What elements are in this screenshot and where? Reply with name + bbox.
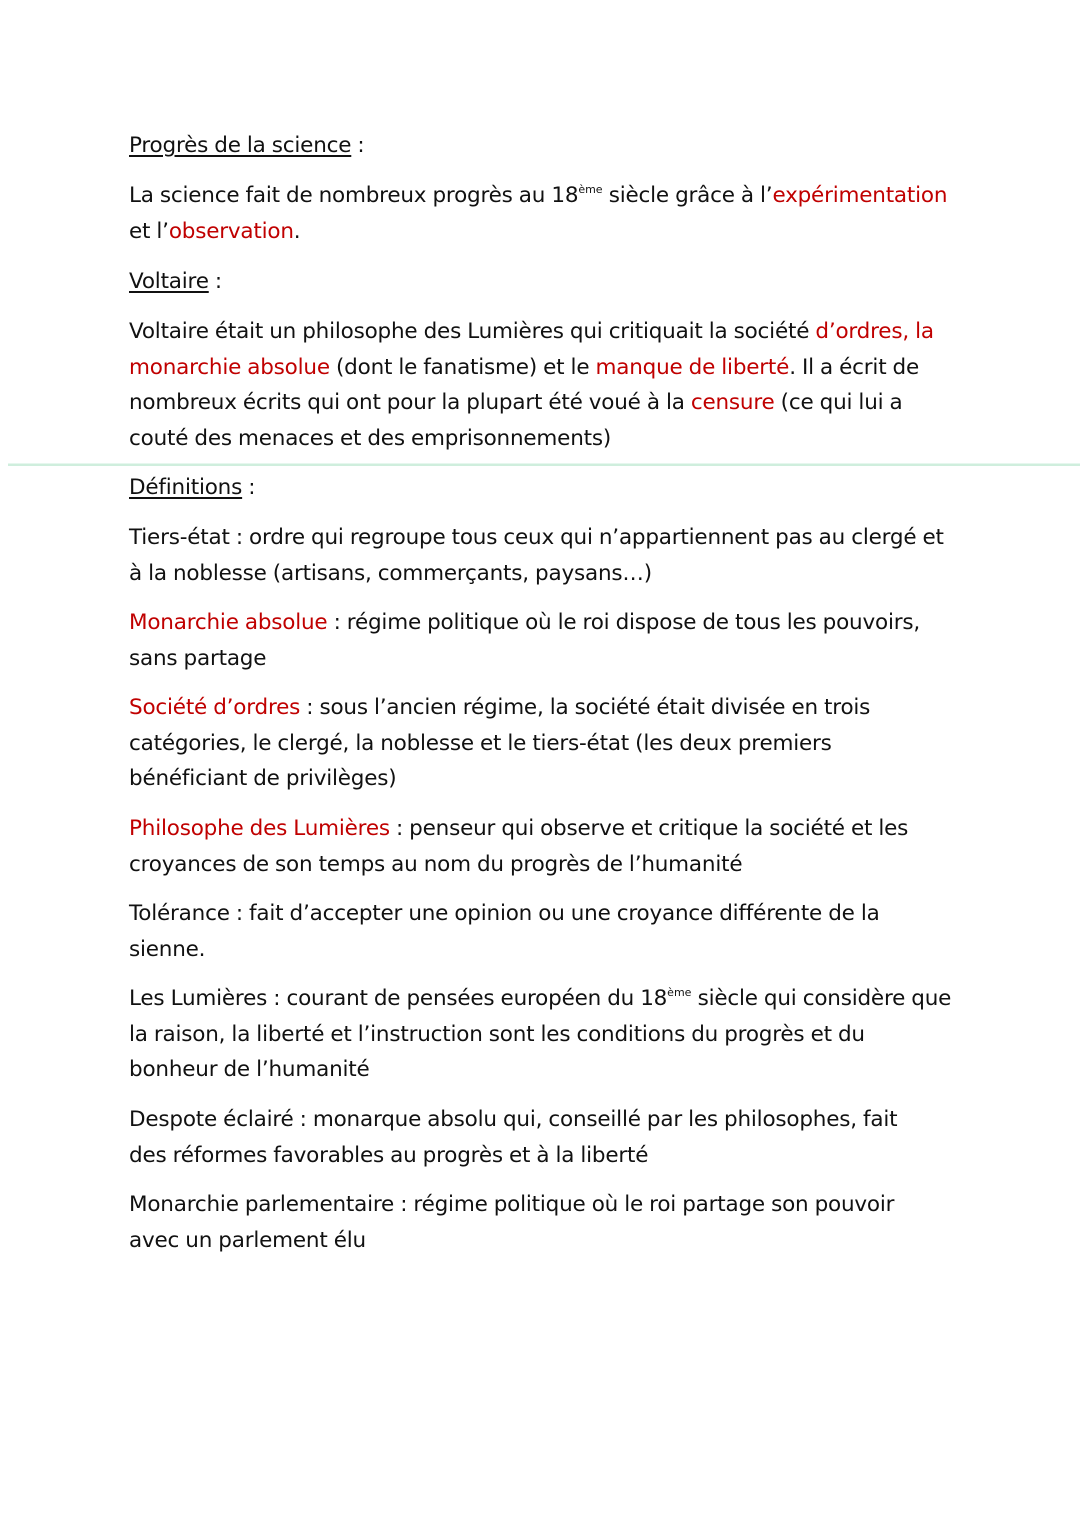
section-heading-voltaire xyxy=(129,264,959,300)
definition-monarchie-parlementaire xyxy=(129,1187,929,1258)
text-run: (dont le fanatisme) et le xyxy=(329,354,596,380)
definition-term: Despote éclairé xyxy=(129,1107,294,1132)
superscript: ème xyxy=(667,986,692,999)
definition-text: : ordre qui regroupe tous ceux qui n’appartiennent pas au clergé et à la noblesse (artisans, commerçants, paysans…) xyxy=(129,525,944,586)
heading-colon: : xyxy=(208,269,222,294)
definition-text: : penseur qui observe et critique la société et les croyances de son temps au nom du progrès de l’humanité xyxy=(129,816,909,877)
definition-text: : courant de pensées européen du 18 xyxy=(267,986,668,1011)
definition-philosophe-lumieres xyxy=(129,811,959,882)
definition-term: Monarchie parlementaire xyxy=(129,1192,395,1217)
paragraph-science xyxy=(129,178,959,249)
paragraph-voltaire xyxy=(129,314,949,456)
text-run: La science fait de nombreux progrès au 18 xyxy=(129,183,579,208)
definition-societe-ordres xyxy=(129,690,929,797)
definition-despote-eclaire xyxy=(129,1102,929,1173)
page-separator xyxy=(8,463,1080,466)
definition-les-lumieres xyxy=(129,981,959,1088)
definition-tolerance xyxy=(129,896,929,967)
keyword-censure: censure xyxy=(690,390,775,415)
heading-text: Voltaire xyxy=(129,269,209,294)
definition-tiers-etat xyxy=(129,520,959,591)
text-run: . Il a écrit de nombreux écrits qui ont pour la plupart été voué à la xyxy=(129,354,920,415)
definition-term: Tolérance xyxy=(129,901,230,926)
definition-term: Philosophe des Lumières xyxy=(129,816,390,841)
heading-colon: : xyxy=(351,133,365,158)
definition-monarchie-absolue xyxy=(129,605,959,676)
superscript: ème xyxy=(578,183,603,196)
text-run: Voltaire était un philosophe des Lumières qui critiquait la société xyxy=(129,319,816,344)
heading-text: Définitions xyxy=(129,475,243,500)
heading-colon: : xyxy=(242,475,256,500)
keyword-manque-liberte: manque de liberté xyxy=(595,354,790,380)
text-run: siècle grâce à l’ xyxy=(602,183,773,208)
definition-term: Les Lumières xyxy=(129,986,268,1011)
definition-text: : régime politique où le roi partage son pouvoir avec un parlement élu xyxy=(129,1192,895,1253)
definition-text: : fait d’accepter une opinion ou une croyance différente de la sienne. xyxy=(129,901,880,962)
definition-text: siècle qui considère que la raison, la liberté et l’instruction sont les conditions du progrès et du bonheur de l’humanité xyxy=(129,986,952,1082)
section-heading-definitions xyxy=(129,470,959,506)
definition-term: Société d’ordres xyxy=(129,695,301,720)
text-run: . xyxy=(293,218,301,244)
text-run: et l’ xyxy=(129,218,169,244)
keyword-observation: observation xyxy=(168,218,294,244)
keyword-experimentation: expérimentation xyxy=(772,183,948,208)
definition-text: : sous l’ancien régime, la société était divisée en trois catégories, le clergé, la noblesse et le tiers-état (les deux premiers bénéficiant de privilèges) xyxy=(129,695,871,791)
keyword-ordres-monarchie: d’ordres, la monarchie absolue xyxy=(129,319,934,380)
definition-text: : monarque absolu qui, conseillé par les philosophes, fait des réformes favorables au progrès et à la liberté xyxy=(129,1107,898,1168)
heading-text: Progrès de la science xyxy=(129,133,352,158)
text-run: (ce qui lui a couté des menaces et des emprisonnements) xyxy=(129,390,903,451)
definition-term: Monarchie absolue xyxy=(129,610,328,635)
definition-term: Tiers-état xyxy=(129,525,230,550)
definition-text: : régime politique où le roi dispose de tous les pouvoirs, sans partage xyxy=(129,610,921,671)
section-heading-science xyxy=(129,128,959,164)
